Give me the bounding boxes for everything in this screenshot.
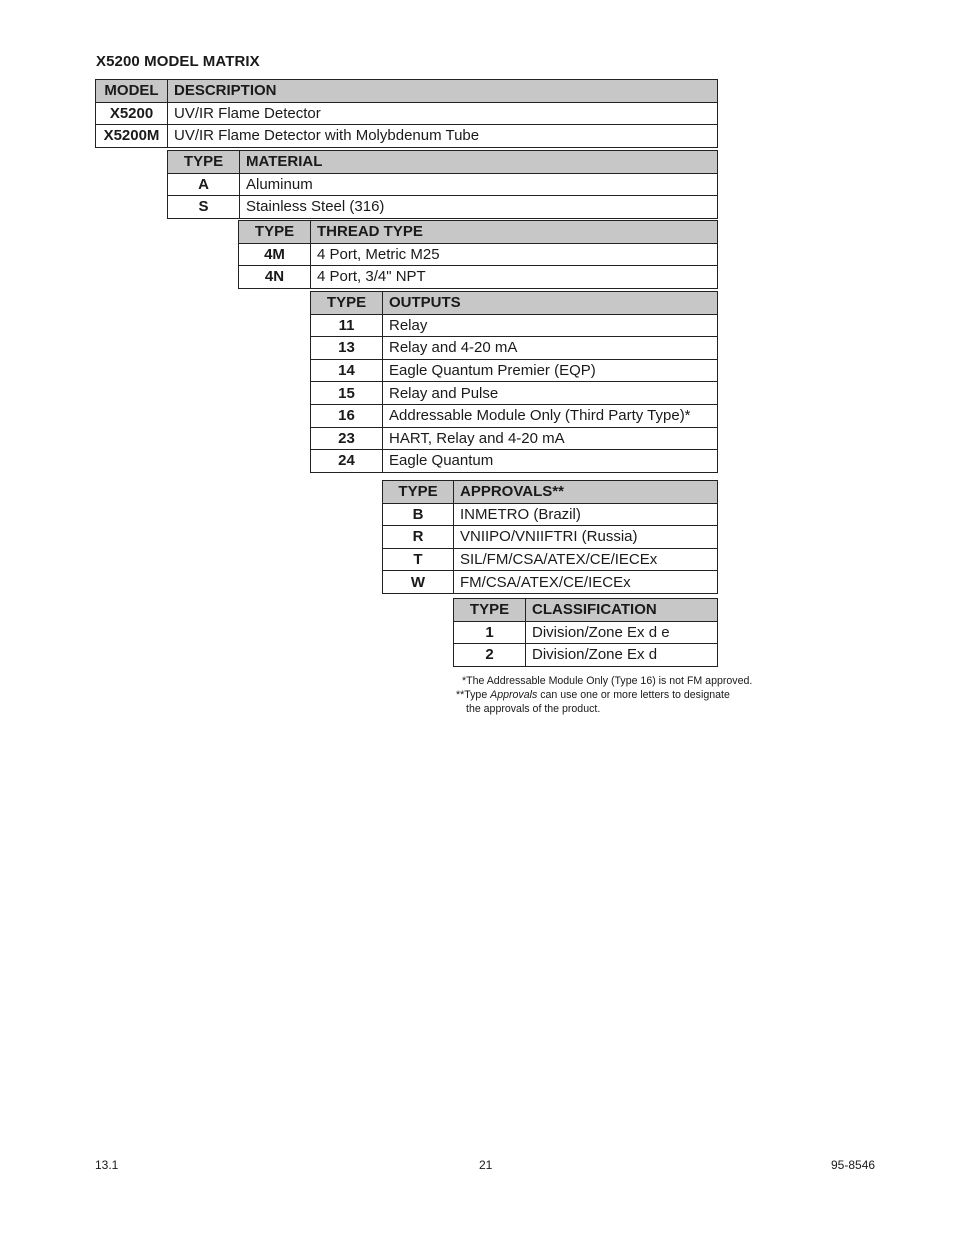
table-row [239, 266, 718, 289]
model-table [95, 79, 718, 148]
footnote-2 [456, 688, 752, 702]
footnote-2-prefix: **Type [456, 689, 491, 701]
type-description: Eagle Quantum Premier (EQP) [383, 359, 718, 382]
header-thread-type: THREAD TYPE [311, 221, 718, 244]
material-table [167, 150, 718, 219]
outputs-table-header [311, 292, 718, 315]
table-row [383, 571, 718, 594]
header-approvals: APPROVALS** [454, 481, 718, 504]
table-row [454, 621, 718, 644]
type-description: INMETRO (Brazil) [454, 503, 718, 526]
outputs-table [310, 291, 718, 473]
table-row [311, 314, 718, 337]
thread-table [238, 220, 718, 289]
type-description: Addressable Module Only (Third Party Type)* [383, 404, 718, 427]
classification-table [453, 598, 718, 667]
header-type: TYPE [311, 292, 383, 315]
table-row [168, 173, 718, 196]
type-description: Relay and 4-20 mA [383, 337, 718, 360]
table-row [311, 337, 718, 360]
model-description: UV/IR Flame Detector [168, 102, 718, 125]
type-description: FM/CSA/ATEX/CE/IECEx [454, 571, 718, 594]
type-description: HART, Relay and 4-20 mA [383, 427, 718, 450]
table-row [311, 382, 718, 405]
header-type: TYPE [454, 599, 526, 622]
type-description: Division/Zone Ex d [526, 644, 718, 667]
model-description: UV/IR Flame Detector with Molybdenum Tube [168, 125, 718, 148]
header-description: DESCRIPTION [168, 80, 718, 103]
type-description: Stainless Steel (316) [240, 196, 718, 219]
header-type: TYPE [383, 481, 454, 504]
type-description: Relay and Pulse [383, 382, 718, 405]
table-row [239, 243, 718, 266]
type-code: R [383, 526, 454, 549]
footnote-1 [456, 674, 752, 688]
type-code: S [168, 196, 240, 219]
footnote-2-line2 [456, 702, 752, 716]
type-code: 1 [454, 621, 526, 644]
table-row [311, 404, 718, 427]
header-type: TYPE [239, 221, 311, 244]
type-description: 4 Port, Metric M25 [311, 243, 718, 266]
type-description: 4 Port, 3/4" NPT [311, 266, 718, 289]
material-table-header [168, 151, 718, 174]
model-code: X5200M [96, 125, 168, 148]
type-description: Aluminum [240, 173, 718, 196]
classification-table-header [454, 599, 718, 622]
type-code: 15 [311, 382, 383, 405]
thread-table-header [239, 221, 718, 244]
type-description: SIL/FM/CSA/ATEX/CE/IECEx [454, 548, 718, 571]
header-outputs: OUTPUTS [383, 292, 718, 315]
header-model: MODEL [96, 80, 168, 103]
table-row [383, 503, 718, 526]
type-code: 2 [454, 644, 526, 667]
header-material: MATERIAL [240, 151, 718, 174]
header-classification: CLASSIFICATION [526, 599, 718, 622]
footnotes [456, 674, 752, 716]
type-code: 16 [311, 404, 383, 427]
model-table-header [96, 80, 718, 103]
table-row [96, 102, 718, 125]
type-code: 4M [239, 243, 311, 266]
type-code: 11 [311, 314, 383, 337]
table-row [168, 196, 718, 219]
type-description: Division/Zone Ex d e [526, 621, 718, 644]
table-row [454, 644, 718, 667]
approvals-table-header [383, 481, 718, 504]
type-code: 4N [239, 266, 311, 289]
table-row [96, 125, 718, 148]
type-code: W [383, 571, 454, 594]
header-type: TYPE [168, 151, 240, 174]
footer-document-number: 95-8546 [831, 1158, 876, 1172]
footnote-1-text: *The Addressable Module Only (Type 16) is not FM approved. [462, 675, 753, 687]
footnote-2-italic: Approvals [490, 689, 538, 701]
model-code: X5200 [96, 102, 168, 125]
footnote-2-suffix: can use one or more letters to designate [537, 689, 730, 701]
type-code: T [383, 548, 454, 571]
table-row [383, 526, 718, 549]
footer-left: 13.1 [95, 1158, 119, 1172]
approvals-table [382, 480, 718, 594]
type-code: 23 [311, 427, 383, 450]
type-code: B [383, 503, 454, 526]
type-description: Relay [383, 314, 718, 337]
table-row [311, 359, 718, 382]
footnote-2-line2-text: the approvals of the product. [466, 703, 601, 715]
table-row [383, 548, 718, 571]
table-row [311, 427, 718, 450]
page-title: X5200 MODEL MATRIX [96, 53, 260, 70]
table-row [311, 450, 718, 473]
footer-page-number: 21 [479, 1158, 493, 1172]
type-code: 13 [311, 337, 383, 360]
type-code: A [168, 173, 240, 196]
type-description: VNIIPO/VNIIFTRI (Russia) [454, 526, 718, 549]
type-description: Eagle Quantum [383, 450, 718, 473]
type-code: 24 [311, 450, 383, 473]
type-code: 14 [311, 359, 383, 382]
